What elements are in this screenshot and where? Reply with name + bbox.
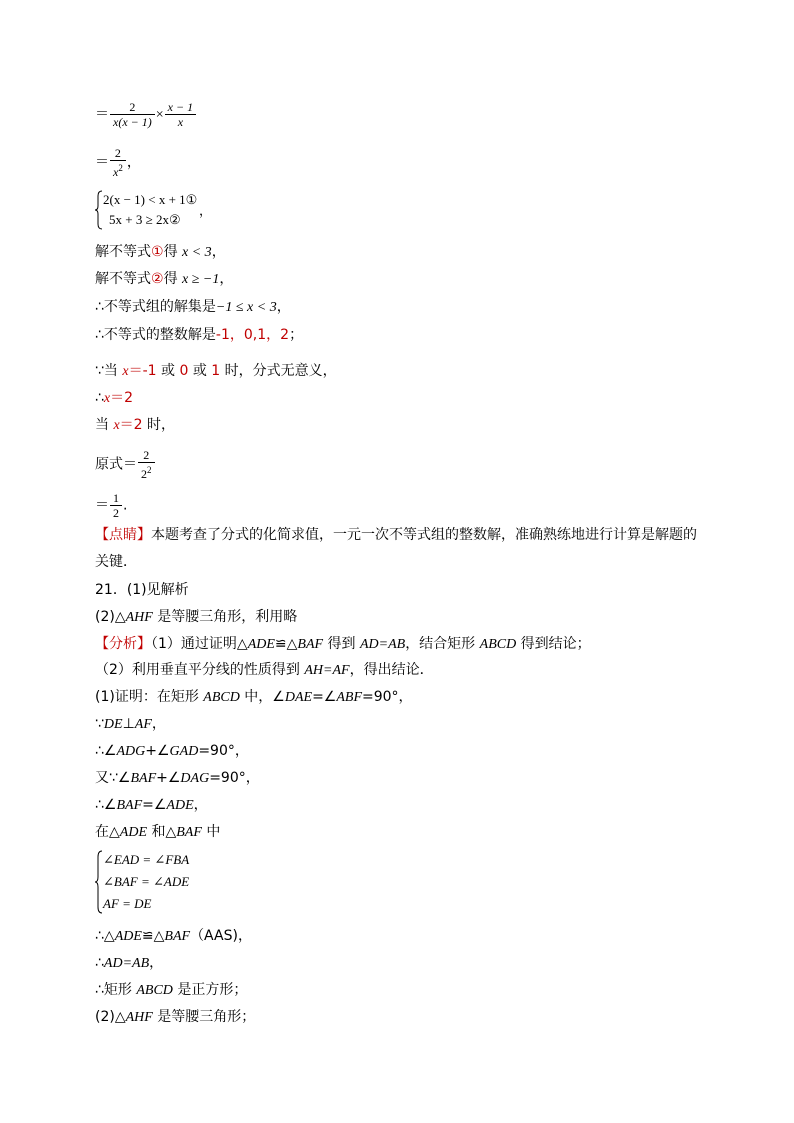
brace-icon: [95, 190, 103, 230]
brace-icon: [95, 850, 103, 914]
solution-set-line: ∴不等式组的解集是−1 ≤ x < 3，: [95, 299, 291, 315]
comment-line-2: 关键．: [95, 554, 137, 570]
times-sign: ×: [155, 107, 164, 123]
fraction: $\frac{2}{2^2}$: [138, 448, 155, 481]
proof-line-5: ∴∠BAF=∠ADE，: [95, 797, 208, 813]
equals-sign: ＝: [95, 106, 109, 123]
solve-line-2: 解不等式②得 x ≥ −1，: [95, 271, 234, 287]
result-line: ＝ $\frac{1}{2}$ .: [95, 491, 128, 520]
inequality-system: 2(x − 1) < x + 1① 5x + 3 ≥ 2x② ，: [95, 190, 295, 232]
analysis-line-1: 【分析】（1）通过证明△ADE≌△BAF 得到 AD=AB，结合矩形 ABCD 得到结论；: [95, 636, 591, 652]
x-value-line: ∴x＝2: [95, 390, 134, 406]
proof-line-10: (2)△AHF 是等腰三角形；: [95, 1009, 256, 1025]
q21-answer-2: (2)△AHF 是等腰三角形，利用略: [95, 609, 298, 625]
equals-sign: ＝: [95, 154, 109, 171]
proof-line-7: ∴△ADE≌△BAF（AAS)，: [95, 928, 252, 944]
when-line: 当 x＝2 时，: [95, 417, 176, 433]
proof-line-8: ∴AD=AB，: [95, 955, 164, 971]
q21-answer-1: 21．(1)见解析: [95, 582, 189, 598]
congruence-system: [95, 850, 295, 916]
analysis-label: 【分析】: [95, 636, 151, 652]
expr-line-1: [95, 100, 197, 129]
system-row: 2(x − 1) < x + 1①: [103, 192, 198, 207]
fraction: $\frac{2}{x^2}$: [110, 146, 126, 179]
fraction: $\frac{1}{2}$: [110, 491, 122, 520]
expr-line-2: ＝ $\frac{2}{x^2}$ ，: [95, 146, 141, 179]
undefined-line: ∵当 x＝-1 或 0 或 1 时，分式无意义，: [95, 363, 337, 379]
analysis-line-2: （2）利用垂直平分线的性质得到 AH=AF，得出结论．: [95, 662, 434, 678]
proof-line-9: ∴矩形 ABCD 是正方形；: [95, 982, 248, 998]
proof-line-4: 又∵∠BAF+∠DAG=90°，: [95, 770, 260, 786]
fraction: $\frac{x - 1}{x}$: [165, 100, 196, 129]
proof-line-6: 在△ADE 和△BAF 中: [95, 824, 221, 840]
comment-line: 【点睛】本题考查了分式的化简求值，一元一次不等式组的整数解，准确熟练地进行计算是解题的: [95, 527, 697, 543]
comment-label: 【点睛】: [95, 527, 151, 543]
solve-line-1: 解不等式①得 x < 3，: [95, 244, 226, 260]
system-row: AF = DE: [103, 896, 152, 911]
proof-line-2: ∵DE⊥AF，: [95, 716, 166, 732]
proof-line-1: (1)证明：在矩形 ABCD 中，∠DAE=∠ABF=90°，: [95, 689, 413, 705]
system-row: ∠EAD = ∠FBA: [103, 852, 190, 867]
integer-solution-line: ∴不等式的整数解是-1，0,1，2；: [95, 327, 304, 343]
original-expr-line: 原式＝ $\frac{2}{2^2}$: [95, 448, 156, 481]
system-row: 5x + 3 ≥ 2x②: [109, 212, 181, 227]
fraction: $\frac{2}{x(x - 1)}$: [110, 100, 155, 129]
system-row: ∠BAF = ∠ADE: [103, 874, 190, 889]
proof-line-3: ∴∠ADG+∠GAD=90°，: [95, 743, 249, 759]
